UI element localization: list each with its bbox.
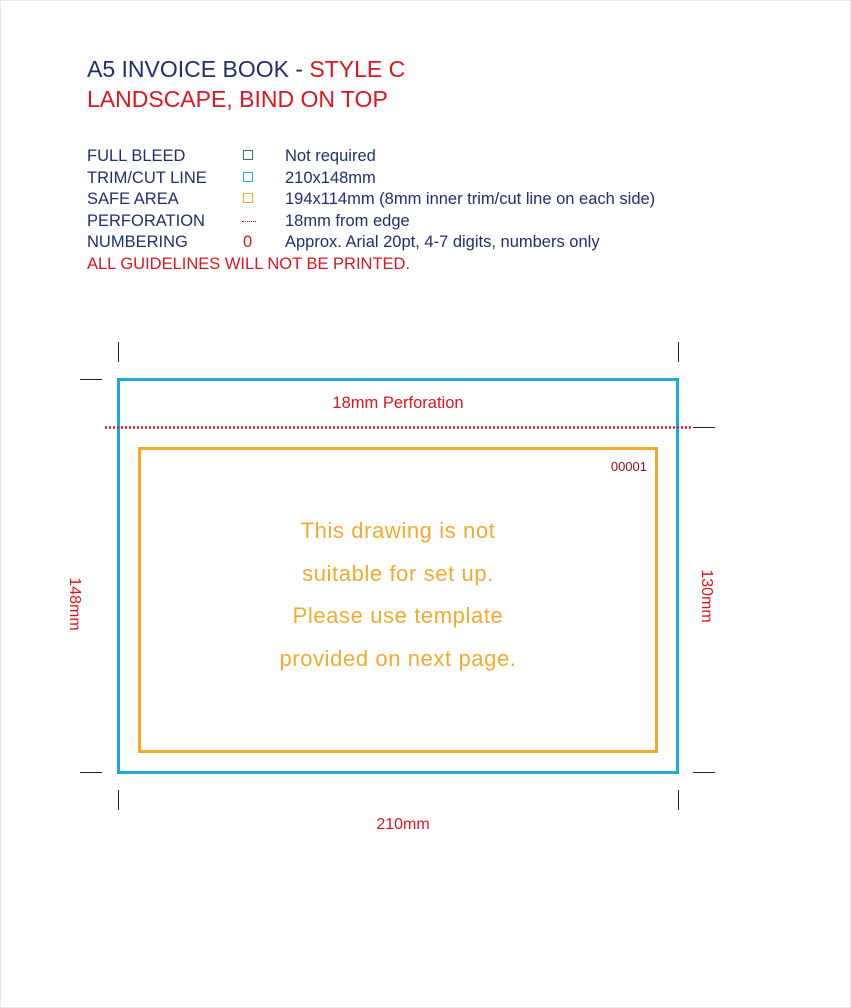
perforation-label: 18mm Perforation <box>332 394 464 412</box>
legend-value: 18mm from edge <box>285 211 410 230</box>
warning-line-3: Please use template <box>292 603 504 628</box>
height-dimension-label: 148mm <box>66 577 83 631</box>
page-subtitle: LANDSCAPE, BIND ON TOP <box>87 86 388 112</box>
title-style: STYLE C <box>309 56 406 82</box>
warning-line-2: suitable for set up. <box>302 561 494 586</box>
legend-label: NUMBERING <box>87 233 188 252</box>
safe-area <box>140 449 657 752</box>
legend-value: 194x114mm (8mm inner trim/cut line on each side) <box>285 190 656 209</box>
legend-value: Approx. Arial 20pt, 4-7 digits, numbers only <box>285 233 600 252</box>
warning-line-4: provided on next page. <box>279 646 517 671</box>
legend-label: FULL BLEED <box>87 147 186 165</box>
legend-value: 210x148mm <box>285 168 376 187</box>
title-prefix: A5 INVOICE BOOK - <box>87 56 310 82</box>
numbering-symbol-text: 0 <box>243 233 253 252</box>
legend-value: Not required <box>285 147 376 165</box>
warning-line-1: This drawing is not <box>300 518 496 543</box>
guidelines-note: ALL GUIDELINES WILL NOT BE PRINTED. <box>87 254 411 273</box>
inner-height-dimension-label: 130mm <box>698 569 715 623</box>
width-dimension-label: 210mm <box>376 816 430 833</box>
legend-label: SAFE AREA <box>87 190 179 209</box>
layout-diagram <box>1 1 851 1008</box>
sample-number: 00001 <box>610 459 647 474</box>
legend-label: TRIM/CUT LINE <box>87 168 207 187</box>
legend-label: PERFORATION <box>87 211 205 230</box>
